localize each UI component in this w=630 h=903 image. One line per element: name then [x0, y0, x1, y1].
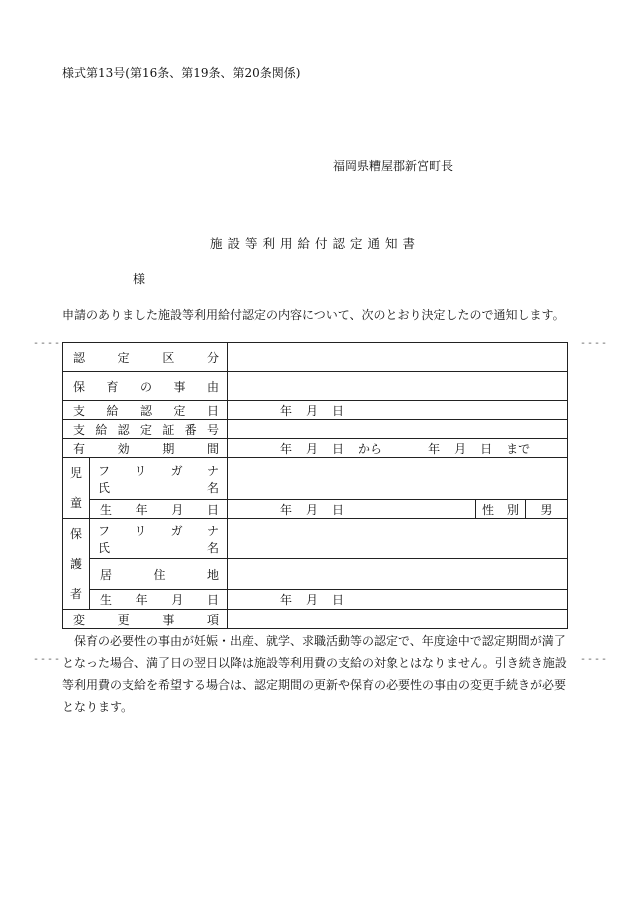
recipient-honorific: 様 — [133, 272, 146, 286]
child-birthday-label-cell: 生 年 月 日 — [90, 500, 228, 519]
changes-label-cell: 変 更 事 項 — [63, 610, 228, 629]
period-value-cell: 年 月 日 から 年 月 日 まで — [228, 439, 568, 458]
start-date-value-cell: 年 月 日 — [228, 401, 568, 420]
category-value-cell — [228, 343, 568, 372]
address-label-cell: 居 住 地 — [90, 559, 228, 590]
cert-number-value-cell — [228, 420, 568, 439]
sex-value-cell: 男 — [526, 500, 568, 519]
cert-number-label-cell: 支 給 認 定 証 番 号 — [63, 420, 228, 439]
certification-table — [62, 342, 568, 629]
start-date-label-cell: 支 給 認 定 日 — [63, 401, 228, 420]
guardian-birthday-label-cell: 生 年 月 日 — [90, 590, 228, 610]
fold-mark-mid-left: ---- — [33, 654, 62, 665]
guardian-name-label-cell: フ リ ガ ナ 氏 名 — [90, 519, 228, 559]
reason-label-cell: 保 育 の 事 由 — [63, 372, 228, 401]
guardian-name-value-cell — [228, 519, 568, 559]
fold-mark-top-right: ---- — [580, 338, 609, 349]
child-name-label-cell: フ リ ガ ナ 氏 名 — [90, 458, 228, 500]
child-birthday-value-cell: 年 月 日 — [228, 500, 476, 519]
notice-text: 保育の必要性の事由が妊娠・出産、就学、求職活動等の認定で、年度途中で認定期間が満了となった場合、満了日の翌日以降は施設等利用費の支給の対象とはなりません。引き続き施設等利用費の支給を希望する場合は、認定期間の更新や保育の必要性の事由の変更手続きが必要となります。 — [62, 634, 567, 714]
issuer-name: 福岡県糟屋郡新宮町長 — [333, 159, 454, 173]
document-title: 施設等利用給付認定通知書 — [209, 236, 420, 251]
sex-label-cell: 性 別 — [476, 500, 526, 519]
intro-text: 申請のありました施設等利用給付認定の内容について、次のとおり決定したので通知します。 — [62, 308, 565, 322]
child-name-value-cell — [228, 458, 568, 500]
changes-value-cell — [228, 610, 568, 629]
fold-mark-mid-right: ---- — [580, 654, 609, 665]
form-number: 様式第13号(第16条、第19条、第20条関係) — [62, 66, 301, 80]
fold-mark-top-left: ---- — [33, 338, 62, 349]
period-label-cell: 有 効 期 間 — [63, 439, 228, 458]
guardian-birthday-value-cell: 年 月 日 — [228, 590, 568, 610]
guardian-group-label: 保 護 者 — [63, 519, 90, 610]
category-label-cell: 認 定 区 分 — [63, 343, 228, 372]
reason-value-cell — [228, 372, 568, 401]
child-group-label: 児 童 — [63, 458, 90, 519]
address-value-cell — [228, 559, 568, 590]
